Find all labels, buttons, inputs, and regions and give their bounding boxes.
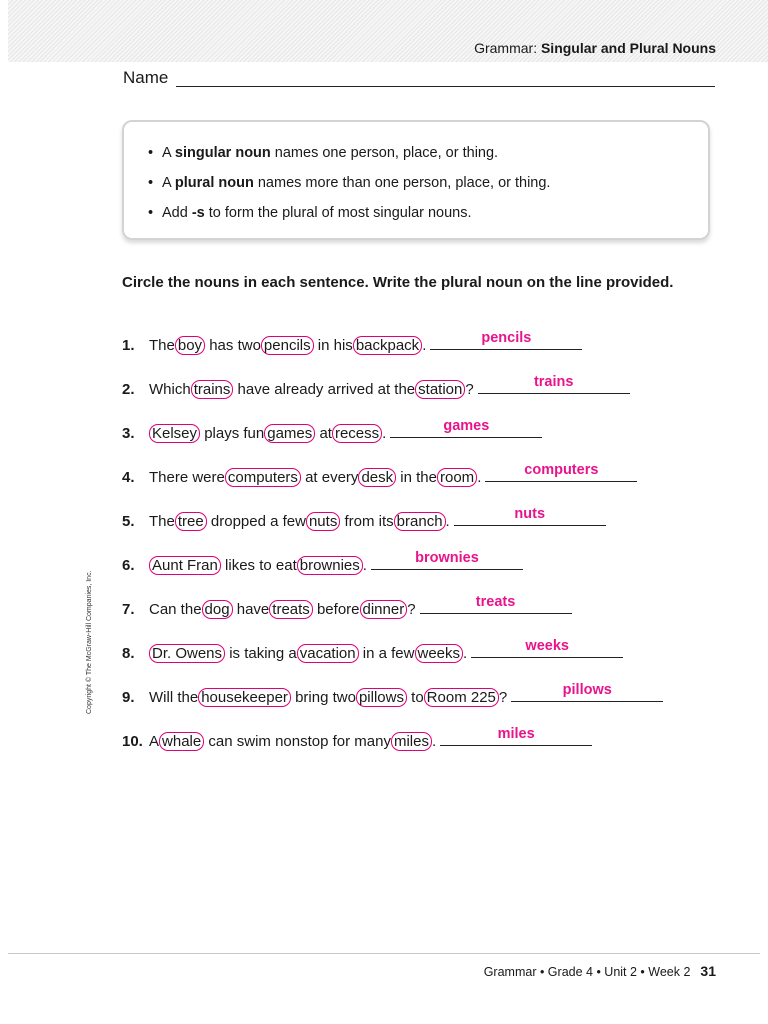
handwritten-answer: trains: [533, 374, 574, 390]
page-footer: [484, 963, 716, 979]
instructions: Circle the nouns in each sentence. Write the plural noun on the line provided.: [122, 274, 674, 291]
sentence-text: can swim nonstop for many: [204, 733, 391, 750]
name-row: [123, 68, 715, 90]
footer-divider: [8, 953, 760, 954]
bullet-icon: •: [148, 175, 154, 191]
sentence-text: have already arrived at the: [233, 381, 416, 398]
sentence-text: Which: [149, 381, 191, 398]
bullet-icon: •: [148, 205, 154, 221]
question-number: 2.: [122, 381, 135, 398]
handwritten-answer: games: [443, 418, 490, 434]
page-header: [474, 40, 716, 56]
sentence-text: before: [312, 601, 360, 618]
sentence-text: The: [149, 337, 175, 354]
sentence-text: in a few: [358, 645, 415, 662]
answer-line[interactable]: [420, 612, 572, 614]
sentence-text: in the: [396, 469, 437, 486]
sentence-text: ?: [407, 601, 416, 618]
handwritten-answer: pencils: [481, 330, 532, 346]
sentence-text: .: [431, 733, 437, 750]
sentence-text: have: [232, 601, 270, 618]
sentence-text: from its: [340, 513, 394, 530]
sentence-text: likes to eat: [220, 557, 297, 574]
handwritten-answer: brownies: [415, 550, 479, 566]
circled-noun: Kelsey: [149, 424, 200, 443]
answer-line[interactable]: [430, 348, 582, 350]
sentence-text: A: [149, 733, 160, 750]
question-number: 8.: [122, 645, 135, 662]
circled-noun: trains: [191, 380, 234, 399]
page-number: 31: [700, 963, 716, 979]
question-number: 3.: [122, 425, 135, 442]
circled-noun: tree: [175, 512, 207, 531]
handwritten-answer: treats: [475, 594, 516, 610]
answer-line[interactable]: [485, 480, 637, 482]
sentence-text: dropped a few: [206, 513, 306, 530]
circled-noun: miles: [391, 732, 432, 751]
sentence-text: bring two: [290, 689, 356, 706]
header-title: Singular and Plural Nouns: [540, 40, 716, 56]
header-prefix: Grammar:: [474, 40, 538, 56]
question-number: 9.: [122, 689, 135, 706]
sentence-text: ?: [498, 689, 508, 706]
circled-noun: vacation: [297, 644, 359, 663]
handwritten-answer: miles: [497, 726, 535, 742]
circled-noun: station: [415, 380, 465, 399]
sentence-text: .: [382, 425, 387, 442]
sentence-text: at: [315, 425, 332, 442]
sentence-text: to: [406, 689, 424, 706]
answer-line[interactable]: [454, 524, 606, 526]
rule-1: • A singular noun names one person, place, or thing.: [148, 145, 499, 161]
sentence-text: ?: [465, 381, 474, 398]
question-number: 1.: [122, 337, 135, 354]
circled-noun: dinner: [360, 600, 408, 619]
handwritten-answer: weeks: [525, 638, 569, 654]
handwritten-answer: pillows: [562, 682, 612, 698]
name-line[interactable]: [176, 86, 715, 87]
circled-noun: Aunt Fran: [149, 556, 221, 575]
answer-line[interactable]: [440, 744, 592, 746]
circled-noun: computers: [225, 468, 301, 487]
sentence-text: .: [362, 557, 367, 574]
circled-noun: whale: [159, 732, 204, 751]
circled-noun: treats: [269, 600, 313, 619]
answer-line[interactable]: [511, 700, 663, 702]
circled-noun: Dr. Owens: [149, 644, 225, 663]
sentence-text: .: [463, 645, 468, 662]
sentence-text: plays fun: [200, 425, 265, 442]
rule-2: • A plural noun names more than one person, place, or thing.: [148, 175, 551, 191]
answer-line[interactable]: [471, 656, 623, 658]
circled-noun: weeks: [415, 644, 464, 663]
rule-3: • Add -s to form the plural of most singular nouns.: [148, 205, 472, 221]
sentence-text: .: [477, 469, 482, 486]
circled-noun: nuts: [306, 512, 340, 531]
name-label: Name: [123, 68, 169, 87]
question-number: 5.: [122, 513, 135, 530]
sentence-text: in his: [313, 337, 353, 354]
answer-line[interactable]: [371, 568, 523, 570]
circled-noun: games: [264, 424, 315, 443]
sentence-text: is taking a: [225, 645, 297, 662]
sentence-text: .: [445, 513, 450, 530]
circled-noun: dog: [202, 600, 233, 619]
rules-box: [122, 120, 710, 240]
circled-noun: Room 225: [424, 688, 499, 707]
handwritten-answer: nuts: [514, 506, 546, 522]
question-number: 10.: [122, 733, 143, 750]
bullet-icon: •: [148, 145, 154, 161]
sentence-text: There were: [149, 469, 225, 486]
circled-noun: housekeeper: [198, 688, 291, 707]
question-number: 7.: [122, 601, 135, 618]
handwritten-answer: computers: [524, 462, 599, 478]
sentence-text: has two: [205, 337, 261, 354]
circled-noun: desk: [358, 468, 396, 487]
footer-text: Grammar • Grade 4 • Unit 2 • Week 2: [483, 965, 691, 979]
circled-noun: branch: [394, 512, 446, 531]
sentence-text: at every: [300, 469, 359, 486]
circled-noun: recess: [332, 424, 382, 443]
circled-noun: boy: [175, 336, 205, 355]
question-number: 6.: [122, 557, 135, 574]
answer-line[interactable]: [390, 436, 542, 438]
circled-noun: backpack: [353, 336, 422, 355]
circled-noun: pillows: [356, 688, 407, 707]
circled-noun: room: [437, 468, 477, 487]
sentence-text: Can the: [149, 601, 202, 618]
circled-noun: brownies: [297, 556, 363, 575]
sentence-text: .: [422, 337, 427, 354]
answer-line[interactable]: [478, 392, 630, 394]
copyright: Copyright © The McGraw-Hill Companies, Inc.: [86, 570, 93, 714]
sentence-text: The: [149, 513, 175, 530]
sentence-text: Will the: [149, 689, 199, 706]
question-number: 4.: [122, 469, 135, 486]
circled-noun: pencils: [261, 336, 314, 355]
